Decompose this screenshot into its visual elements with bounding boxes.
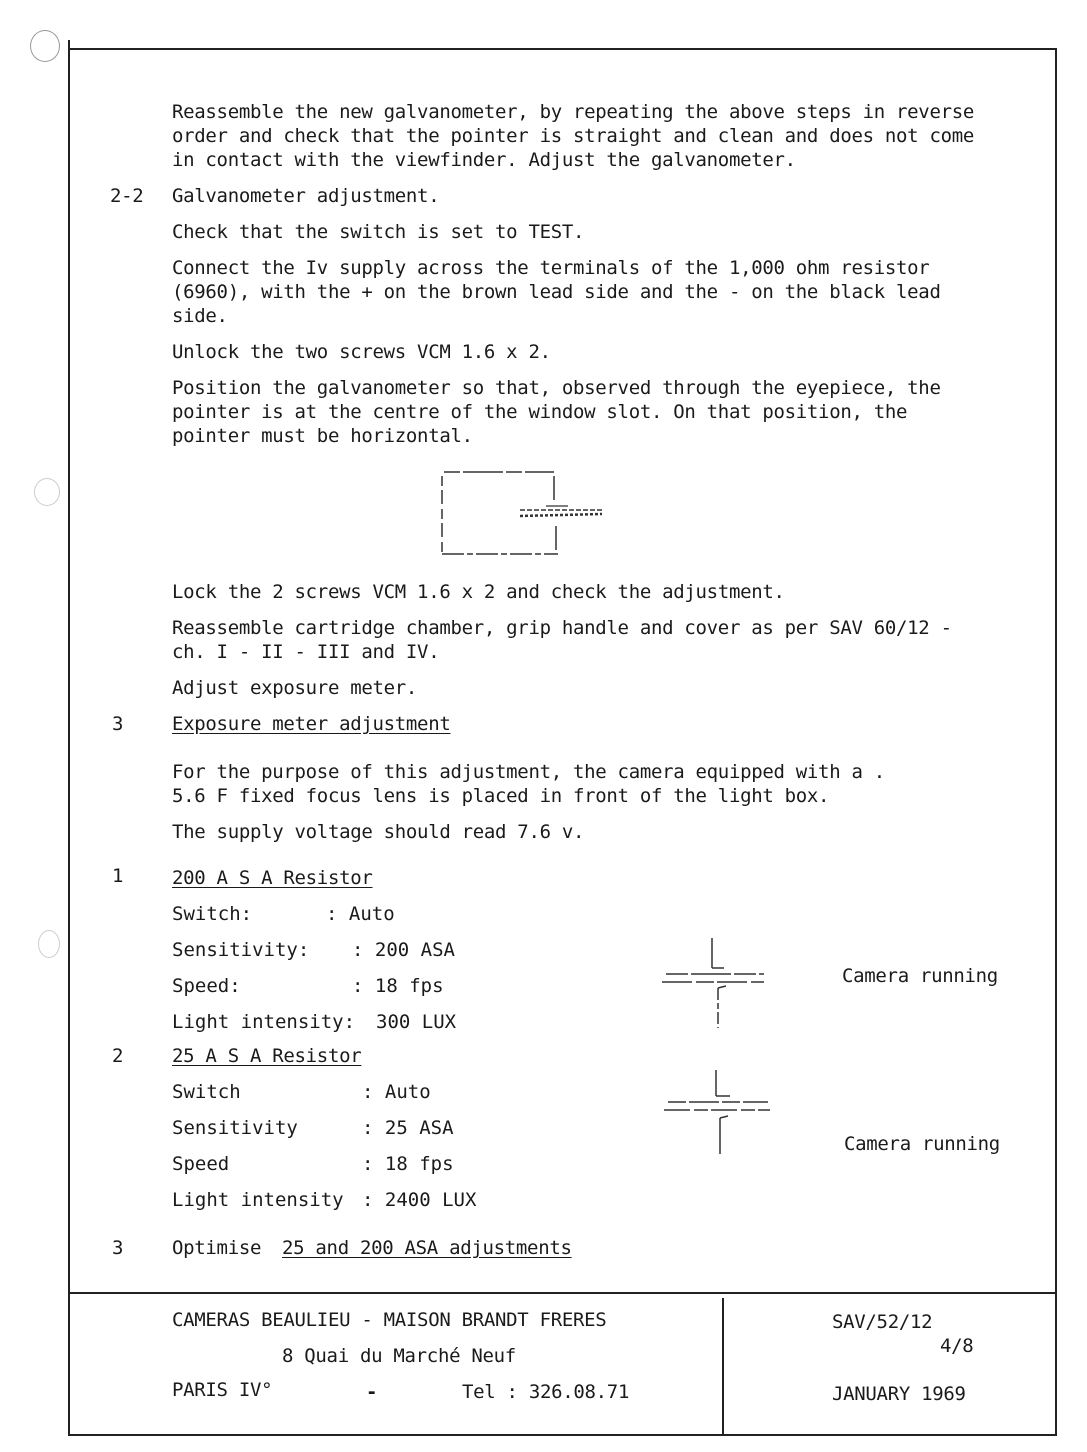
text-line: pointer is at the centre of the window slot. On that position, the bbox=[172, 401, 908, 423]
section-title: Galvanometer adjustment. bbox=[172, 185, 440, 207]
setting-value: : 18 fps bbox=[362, 1153, 454, 1175]
company-address: 8 Quai du Marché Neuf bbox=[282, 1345, 516, 1367]
punch-hole-top bbox=[30, 30, 60, 62]
adjust-meter-text: Adjust exposure meter. bbox=[172, 677, 418, 699]
text-line: ch. I - II - III and IV. bbox=[172, 641, 440, 663]
pointer-diagram-icon bbox=[656, 936, 772, 1032]
step-title: 200 A S A Resistor bbox=[172, 867, 373, 889]
text-line: side. bbox=[172, 305, 228, 327]
text-line: Reassemble the new galvanometer, by repeating the above steps in reverse bbox=[172, 101, 975, 123]
setting-value: : Auto bbox=[326, 903, 395, 925]
company-city: PARIS IV° bbox=[172, 1379, 273, 1401]
document-date: JANUARY 1969 bbox=[832, 1383, 966, 1405]
page-frame-top bbox=[68, 48, 1057, 50]
text-line: order and check that the pointer is straight and clean and does not come bbox=[172, 125, 975, 147]
setting-label: Switch: bbox=[172, 903, 253, 925]
step-title: 25 and 200 ASA adjustments bbox=[282, 1237, 572, 1259]
setting-label: Sensitivity: bbox=[172, 939, 321, 961]
pointer-diagram-icon bbox=[660, 1068, 776, 1156]
setting-label: Light intensity: bbox=[172, 1011, 356, 1033]
text-line: Connect the Iv supply across the terminals of the 1,000 ohm resistor bbox=[172, 257, 930, 279]
text-line: Reassemble cartridge chamber, grip handle and cover as per SAV 60/12 - bbox=[172, 617, 952, 639]
step-prefix: Optimise bbox=[172, 1237, 273, 1259]
page-number: 4/8 bbox=[940, 1335, 974, 1357]
footer-top-rule bbox=[68, 1292, 1057, 1294]
setting-value: : 25 ASA bbox=[362, 1117, 454, 1139]
setting-value: : Auto bbox=[362, 1081, 431, 1103]
setting-value: : 200 ASA bbox=[352, 939, 455, 961]
page-frame-bottom bbox=[68, 1434, 1057, 1436]
punch-hole-middle bbox=[34, 478, 60, 506]
section-title: Exposure meter adjustment bbox=[172, 713, 451, 735]
text-line: Position the galvanometer so that, observed through the eyepiece, the bbox=[172, 377, 941, 399]
text-line: 5.6 F fixed focus lens is placed in front of the light box. bbox=[172, 785, 830, 807]
status-text: Camera running bbox=[842, 965, 998, 987]
setting-value: : 18 fps bbox=[352, 975, 444, 997]
text-line: in contact with the viewfinder. Adjust the galvanometer. bbox=[172, 149, 796, 171]
text-line: pointer must be horizontal. bbox=[172, 425, 473, 447]
window-slot-diagram bbox=[436, 466, 616, 560]
setting-label: Switch bbox=[172, 1081, 241, 1103]
setting-value: 300 LUX bbox=[376, 1011, 457, 1033]
status-text: Camera running bbox=[844, 1133, 1000, 1155]
punch-hole-lower bbox=[38, 930, 60, 958]
footer-dash: - bbox=[366, 1381, 378, 1403]
page-frame-right bbox=[1055, 48, 1057, 1435]
setting-label: Speed bbox=[172, 1153, 230, 1175]
text-line: For the purpose of this adjustment, the camera equipped with a . bbox=[172, 761, 885, 783]
section-number: 3 bbox=[112, 713, 124, 735]
section-number: 2-2 bbox=[110, 185, 144, 207]
company-telephone: Tel : 326.08.71 bbox=[462, 1381, 630, 1403]
text-line: (6960), with the + on the brown lead side and the - on the black lead bbox=[172, 281, 941, 303]
page-frame-left bbox=[68, 40, 70, 1435]
step-title: 25 A S A Resistor bbox=[172, 1045, 362, 1067]
step-number: 3 bbox=[112, 1237, 124, 1259]
setting-value: : 2400 LUX bbox=[362, 1189, 477, 1211]
setting-label: Sensitivity bbox=[172, 1117, 298, 1139]
lock-screws-text: Lock the 2 screws VCM 1.6 x 2 and check the adjustment. bbox=[172, 581, 785, 603]
footer-divider bbox=[722, 1298, 724, 1434]
supply-voltage-text: The supply voltage should read 7.6 v. bbox=[172, 821, 585, 843]
document-reference: SAV/52/12 bbox=[832, 1311, 933, 1333]
unlock-screws-text: Unlock the two screws VCM 1.6 x 2. bbox=[172, 341, 551, 363]
company-name: CAMERAS BEAULIEU - MAISON BRANDT FRERES bbox=[172, 1309, 607, 1331]
check-switch-text: Check that the switch is set to TEST. bbox=[172, 221, 585, 243]
setting-label: Light intensity bbox=[172, 1189, 344, 1211]
step-number: 2 bbox=[112, 1045, 124, 1067]
step-number: 1 bbox=[112, 865, 124, 887]
setting-label: Speed: bbox=[172, 975, 241, 997]
